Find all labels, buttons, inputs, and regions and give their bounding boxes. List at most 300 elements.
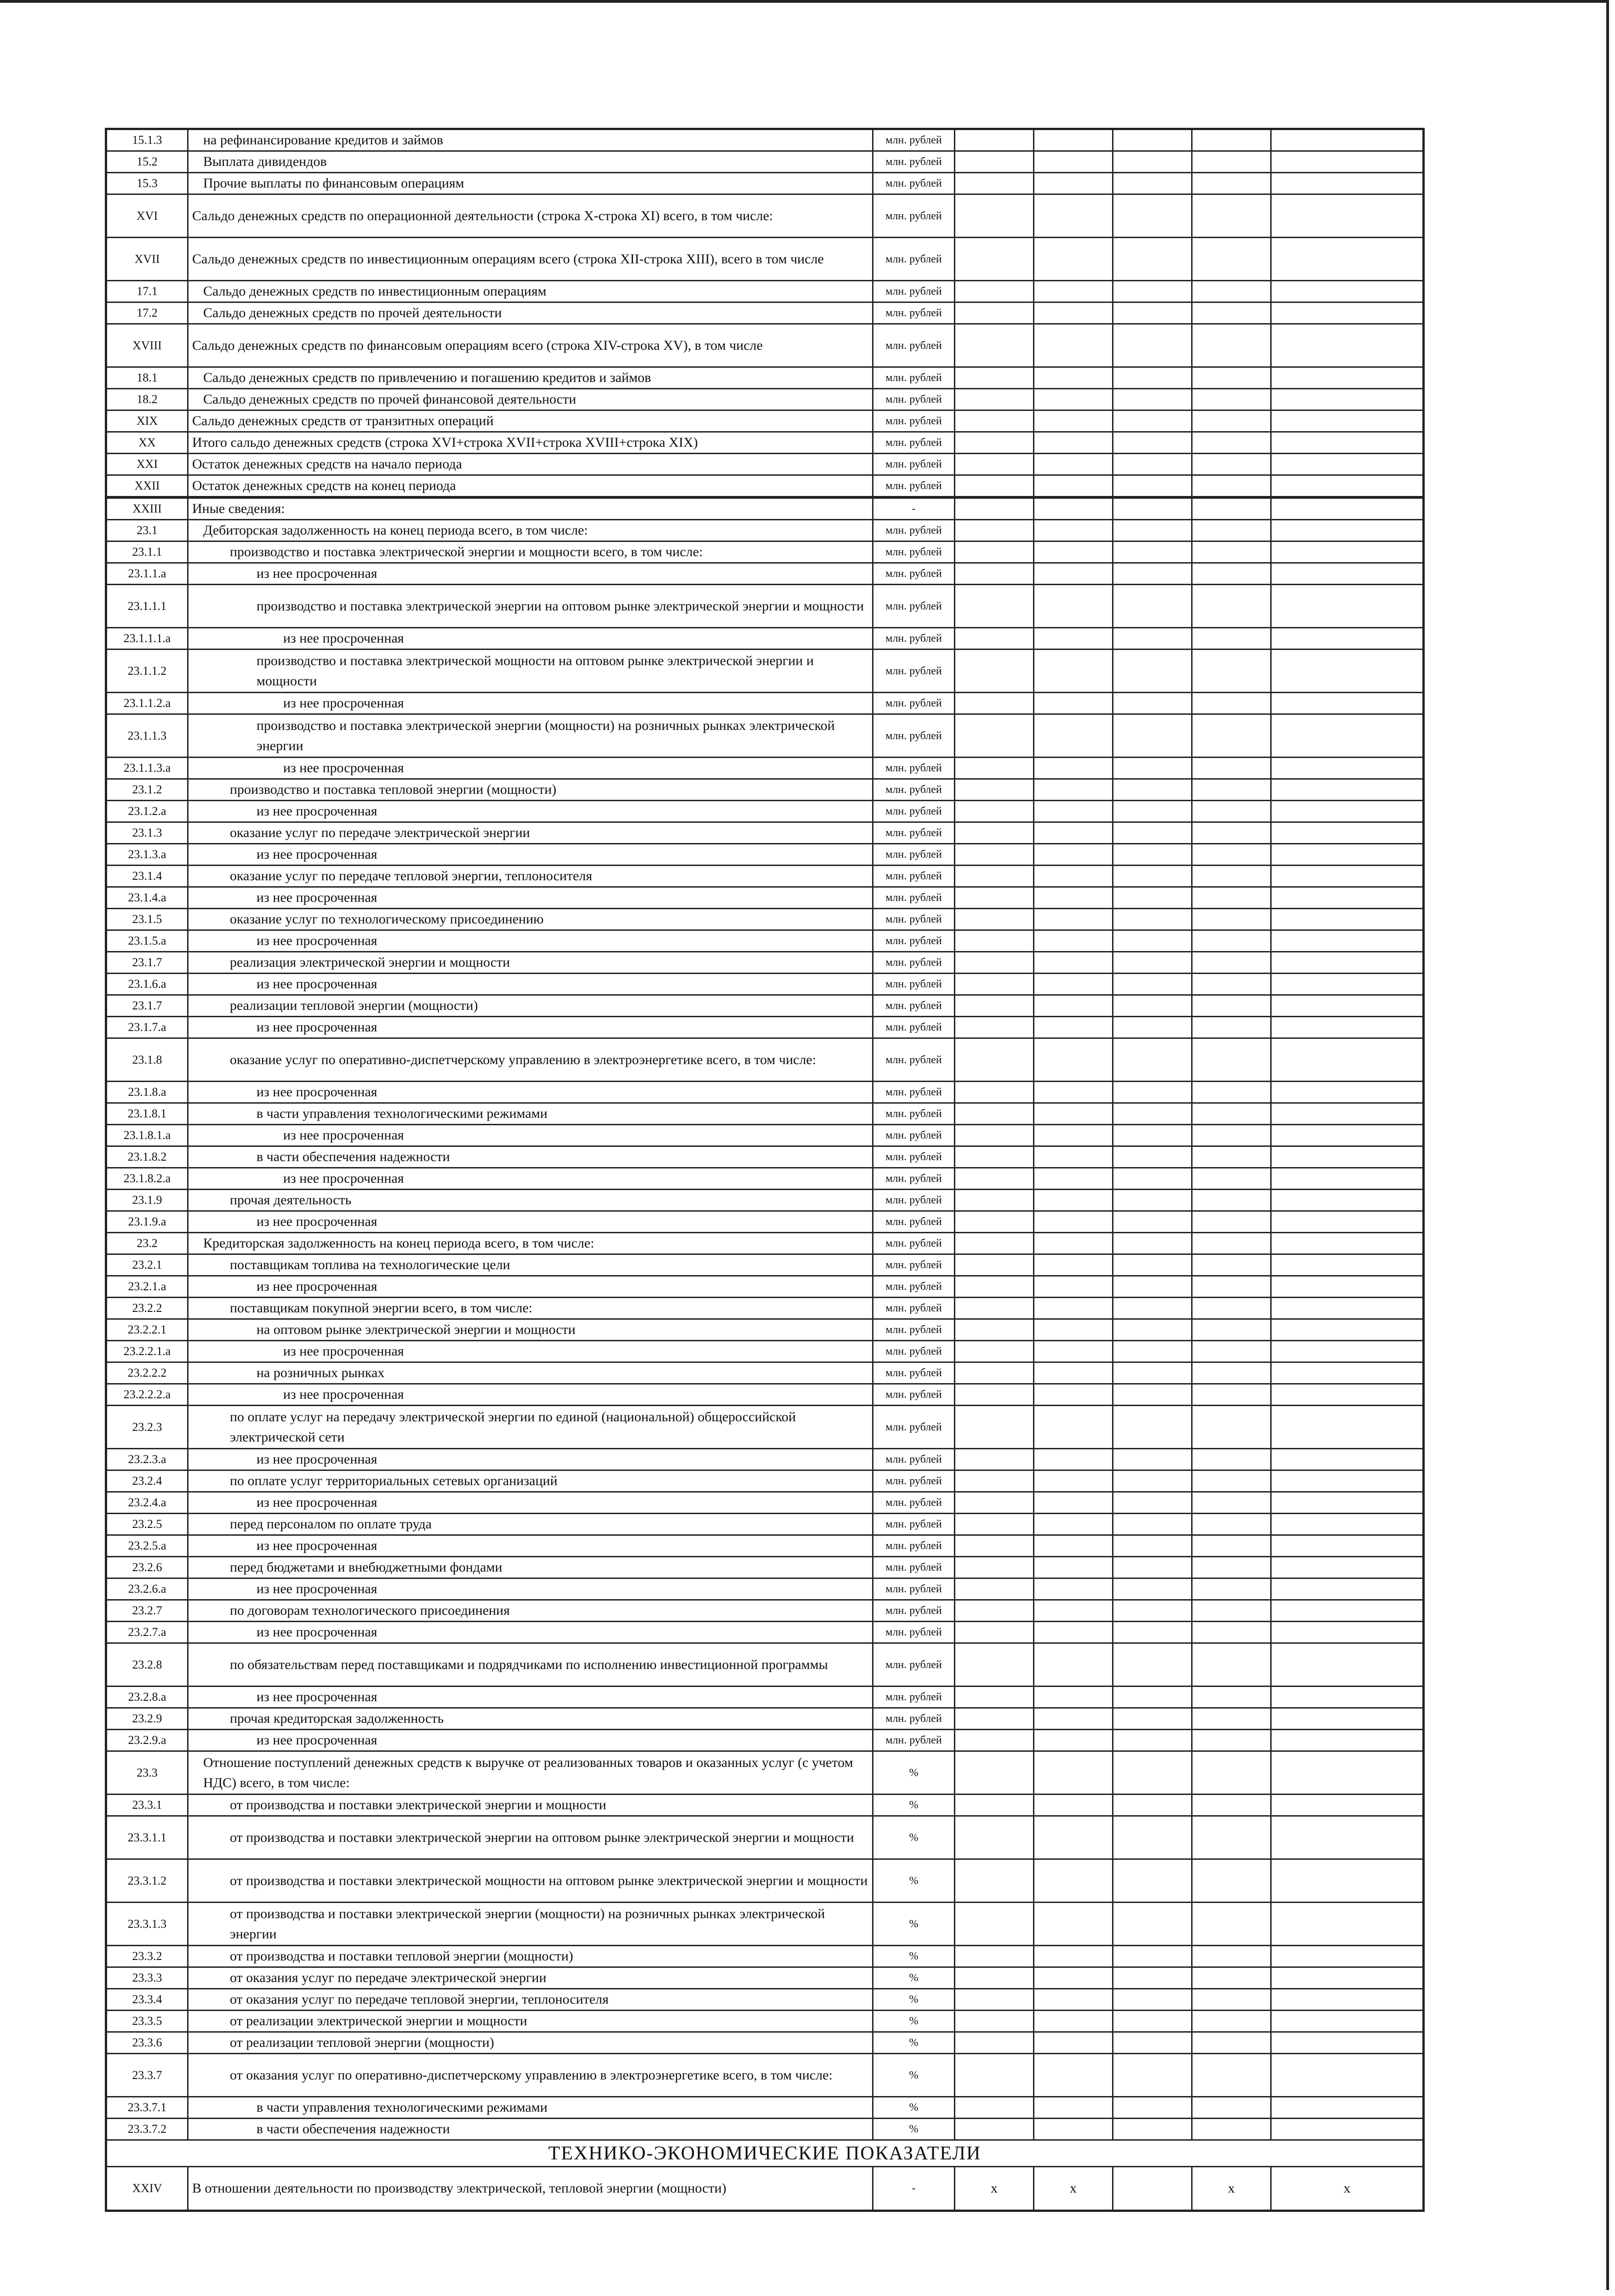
value-cell (1192, 1362, 1271, 1384)
value-cell (1271, 693, 1424, 714)
value-cell (1192, 410, 1271, 432)
table-row (106, 1622, 1424, 1643)
value-cell (1271, 1276, 1424, 1298)
value-cell (955, 1989, 1034, 2011)
row-label: в части управления технологическими режимами (188, 2097, 873, 2119)
value-cell (1113, 995, 1192, 1017)
value-cell (1271, 758, 1424, 779)
value-cell: x (1034, 2167, 1113, 2211)
value-cell (955, 1816, 1034, 1859)
value-cell (1034, 1686, 1113, 1708)
value-cell (1271, 432, 1424, 454)
table-row (106, 281, 1424, 302)
value-cell (955, 1017, 1034, 1038)
value-cell (1034, 432, 1113, 454)
row-code: 23.1.8.1 (106, 1103, 188, 1125)
value-cell (1271, 389, 1424, 410)
table-row (106, 2011, 1424, 2032)
row-label: перед бюджетами и внебюджетными фондами (188, 1557, 873, 1578)
table-row (106, 1362, 1424, 1384)
table-row (106, 1384, 1424, 1406)
row-unit: % (873, 2032, 955, 2054)
value-cell (1034, 1038, 1113, 1082)
row-unit: млн. рублей (873, 714, 955, 758)
value-cell (1034, 173, 1113, 194)
row-code: 23.2.5 (106, 1514, 188, 1535)
value-cell (1271, 1578, 1424, 1600)
value-cell (1271, 844, 1424, 866)
value-cell (955, 1038, 1034, 1082)
value-cell (1271, 1903, 1424, 1946)
value-cell (1271, 628, 1424, 649)
table-row (106, 1600, 1424, 1622)
row-label: по оплате услуг на передачу электрической энергии по единой (национальной) общероссийской электрической сети (188, 1406, 873, 1449)
value-cell (1113, 1017, 1192, 1038)
row-code: 23.2.2.2 (106, 1362, 188, 1384)
row-code: 23.3.1 (106, 1795, 188, 1816)
value-cell (1034, 475, 1113, 498)
value-cell (1192, 628, 1271, 649)
table-row (106, 952, 1424, 974)
value-cell (955, 628, 1034, 649)
value-cell (1113, 1967, 1192, 1989)
row-label: от реализации тепловой энергии (мощности) (188, 2032, 873, 2054)
table-row (106, 194, 1424, 238)
value-cell (1271, 866, 1424, 887)
value-cell (1034, 887, 1113, 909)
table-row (106, 1816, 1424, 1859)
row-label: в части обеспечения надежности (188, 1146, 873, 1168)
row-code: XX (106, 432, 188, 454)
value-cell (1034, 1233, 1113, 1254)
value-cell (1271, 1557, 1424, 1578)
value-cell (955, 129, 1034, 151)
table-row (106, 1298, 1424, 1319)
value-cell (1192, 2011, 1271, 2032)
value-cell (955, 1190, 1034, 1211)
row-unit: млн. рублей (873, 1103, 955, 1125)
value-cell (1113, 129, 1192, 151)
value-cell (1034, 693, 1113, 714)
row-code: 23.3.6 (106, 2032, 188, 2054)
value-cell (1034, 822, 1113, 844)
row-code: 23.1.7 (106, 995, 188, 1017)
value-cell (1113, 844, 1192, 866)
value-cell (1034, 1622, 1113, 1643)
value-cell (1271, 1470, 1424, 1492)
value-cell (1113, 194, 1192, 238)
value-cell (1192, 2054, 1271, 2097)
value-cell (1113, 1190, 1192, 1211)
value-cell (1034, 324, 1113, 367)
value-cell (1113, 628, 1192, 649)
table-row (106, 1514, 1424, 1535)
value-cell (1271, 1622, 1424, 1643)
row-label: из нее просроченная (188, 801, 873, 822)
value-cell (955, 1578, 1034, 1600)
table-row (106, 1017, 1424, 1038)
table-row (106, 649, 1424, 693)
row-unit: млн. рублей (873, 801, 955, 822)
value-cell (1113, 1643, 1192, 1686)
value-cell (1113, 1686, 1192, 1708)
row-label: реализация электрической энергии и мощности (188, 952, 873, 974)
row-unit: млн. рублей (873, 410, 955, 432)
table-row (106, 1751, 1424, 1795)
value-cell (1034, 281, 1113, 302)
value-cell (1034, 1406, 1113, 1449)
value-cell (1192, 1708, 1271, 1730)
value-cell (1192, 1470, 1271, 1492)
table-row (106, 324, 1424, 367)
value-cell (1113, 693, 1192, 714)
row-unit: млн. рублей (873, 541, 955, 563)
table-row (106, 497, 1424, 520)
value-cell (1271, 1341, 1424, 1362)
row-code: 23.2.1 (106, 1254, 188, 1276)
value-cell (1271, 1017, 1424, 1038)
value-cell (1271, 367, 1424, 389)
value-cell (955, 475, 1034, 498)
value-cell (1113, 173, 1192, 194)
row-code: 18.1 (106, 367, 188, 389)
value-cell (1271, 1449, 1424, 1470)
financial-indicators-table (105, 128, 1425, 2212)
value-cell (955, 1557, 1034, 1578)
value-cell (1034, 844, 1113, 866)
value-cell (1271, 1211, 1424, 1233)
row-unit: млн. рублей (873, 1535, 955, 1557)
table-row (106, 1038, 1424, 1082)
row-code: XXII (106, 475, 188, 498)
table-row (106, 1168, 1424, 1190)
value-cell (1113, 1708, 1192, 1730)
value-cell (1113, 758, 1192, 779)
value-cell (1271, 801, 1424, 822)
row-code: 23.1.1 (106, 541, 188, 563)
value-cell (1113, 2097, 1192, 2119)
value-cell (1034, 238, 1113, 281)
value-cell (1034, 2032, 1113, 2054)
row-code: 23.2.6 (106, 1557, 188, 1578)
row-label: из нее просроченная (188, 1730, 873, 1751)
value-cell (1271, 129, 1424, 151)
value-cell (1034, 866, 1113, 887)
table-row (106, 714, 1424, 758)
value-cell (955, 151, 1034, 173)
row-code: 23.1.4 (106, 866, 188, 887)
row-unit: млн. рублей (873, 1514, 955, 1535)
value-cell (1113, 1730, 1192, 1751)
row-label: производство и поставка электрической энергии (мощности) на розничных рынках электрической энергии (188, 714, 873, 758)
row-code: XXIV (106, 2167, 188, 2211)
value-cell (1192, 2097, 1271, 2119)
value-cell (1271, 930, 1424, 952)
value-cell (1192, 1384, 1271, 1406)
row-label: поставщикам топлива на технологические цели (188, 1254, 873, 1276)
value-cell (1271, 302, 1424, 324)
row-code: 23.1.8.2.a (106, 1168, 188, 1190)
row-unit: млн. рублей (873, 1708, 955, 1730)
value-cell (1034, 779, 1113, 801)
value-cell (955, 1125, 1034, 1146)
value-cell (1192, 952, 1271, 974)
value-cell (1034, 1816, 1113, 1859)
value-cell (1192, 1125, 1271, 1146)
value-cell (1271, 1038, 1424, 1082)
value-cell (1192, 302, 1271, 324)
row-unit: млн. рублей (873, 585, 955, 628)
table-row (106, 2097, 1424, 2119)
row-code: 23.2.3.a (106, 1449, 188, 1470)
value-cell (1192, 389, 1271, 410)
row-code: 23.1.1.2.a (106, 693, 188, 714)
value-cell (1192, 1795, 1271, 1816)
row-code: 23.2.4.a (106, 1492, 188, 1514)
table-row (106, 173, 1424, 194)
row-unit: млн. рублей (873, 693, 955, 714)
value-cell (1113, 1514, 1192, 1535)
row-code: 23.1.9.a (106, 1211, 188, 1233)
row-label: от производства и поставки электрической энергии (мощности) на розничных рынках электрической энергии (188, 1903, 873, 1946)
value-cell (1034, 1903, 1113, 1946)
value-cell (1113, 1362, 1192, 1384)
table-row (106, 628, 1424, 649)
value-cell (1271, 714, 1424, 758)
value-cell (1192, 1557, 1271, 1578)
value-cell (1192, 1211, 1271, 1233)
value-cell (1034, 410, 1113, 432)
row-label: производство и поставка электрической мощности на оптовом рынке электрической энергии и мощности (188, 649, 873, 693)
value-cell (1113, 1470, 1192, 1492)
table-row (106, 866, 1424, 887)
value-cell (1271, 1816, 1424, 1859)
table-row (106, 541, 1424, 563)
value-cell (1271, 1384, 1424, 1406)
row-label: от реализации электрической энергии и мощности (188, 2011, 873, 2032)
value-cell (1034, 1103, 1113, 1125)
value-cell (955, 822, 1034, 844)
row-unit: - (873, 2167, 955, 2211)
value-cell (955, 410, 1034, 432)
value-cell (955, 1751, 1034, 1795)
table-row (106, 1082, 1424, 1103)
value-cell (1192, 281, 1271, 302)
row-unit: млн. рублей (873, 779, 955, 801)
value-cell (1271, 1406, 1424, 1449)
row-unit: млн. рублей (873, 1492, 955, 1514)
value-cell (1113, 2011, 1192, 2032)
value-cell (955, 1211, 1034, 1233)
row-label: из нее просроченная (188, 844, 873, 866)
row-label: от оказания услуг по передаче электрической энергии (188, 1967, 873, 1989)
row-unit: млн. рублей (873, 844, 955, 866)
row-code: 23.1.3.a (106, 844, 188, 866)
value-cell (1271, 1514, 1424, 1535)
row-unit: млн. рублей (873, 1017, 955, 1038)
row-label: из нее просроченная (188, 887, 873, 909)
row-unit: млн. рублей (873, 1276, 955, 1298)
row-code: 23.3.1.3 (106, 1903, 188, 1946)
value-cell (955, 844, 1034, 866)
row-unit: млн. рублей (873, 1254, 955, 1276)
value-cell (1271, 541, 1424, 563)
row-unit: % (873, 1946, 955, 1967)
value-cell (1113, 1341, 1192, 1362)
row-label: производство и поставка электрической энергии на оптовом рынке электрической энергии и мощности (188, 585, 873, 628)
row-unit: млн. рублей (873, 628, 955, 649)
value-cell (1113, 432, 1192, 454)
value-cell (1113, 324, 1192, 367)
value-cell (1113, 1103, 1192, 1125)
row-unit: % (873, 1859, 955, 1903)
row-label: Сальдо денежных средств от транзитных операций (188, 410, 873, 432)
table-row (106, 1535, 1424, 1557)
value-cell (955, 432, 1034, 454)
row-label: Сальдо денежных средств по операционной деятельности (строка X-строка XI) всего, в том числе: (188, 194, 873, 238)
value-cell (1192, 1989, 1271, 2011)
row-label: из нее просроченная (188, 628, 873, 649)
value-cell (955, 1795, 1034, 1816)
row-label: из нее просроченная (188, 1125, 873, 1146)
table-row (106, 1211, 1424, 1233)
value-cell (1192, 2119, 1271, 2140)
row-unit: % (873, 2097, 955, 2119)
row-code: 23.1.1.1.a (106, 628, 188, 649)
row-label: поставщикам покупной энергии всего, в том числе: (188, 1298, 873, 1319)
row-unit: млн. рублей (873, 1686, 955, 1708)
table-row (106, 585, 1424, 628)
value-cell (1192, 1578, 1271, 1600)
value-cell (1113, 1406, 1192, 1449)
row-label: Сальдо денежных средств по инвестиционным операциям всего (строка XII-строка XIII), всего в том числе (188, 238, 873, 281)
table-row (106, 475, 1424, 498)
value-cell (1034, 758, 1113, 779)
value-cell (1271, 952, 1424, 974)
value-cell (1192, 1600, 1271, 1622)
value-cell (1192, 2032, 1271, 2054)
row-unit: млн. рублей (873, 173, 955, 194)
table-row (106, 520, 1424, 541)
row-unit: млн. рублей (873, 475, 955, 498)
value-cell (1192, 238, 1271, 281)
value-cell: x (1192, 2167, 1271, 2211)
row-unit: млн. рублей (873, 758, 955, 779)
value-cell (1271, 1946, 1424, 1967)
value-cell (1113, 1622, 1192, 1643)
row-unit: млн. рублей (873, 1406, 955, 1449)
row-unit: % (873, 1967, 955, 1989)
row-code: 23.2.7 (106, 1600, 188, 1622)
value-cell (1271, 2119, 1424, 2140)
value-cell (1034, 585, 1113, 628)
value-cell (1271, 1643, 1424, 1686)
value-cell (955, 1514, 1034, 1535)
row-code: 23.1.8 (106, 1038, 188, 1082)
value-cell (1034, 1168, 1113, 1190)
value-cell (955, 1643, 1034, 1686)
row-unit: млн. рублей (873, 520, 955, 541)
value-cell (1192, 1514, 1271, 1535)
value-cell (1271, 1103, 1424, 1125)
table-row (106, 1903, 1424, 1946)
value-cell (1271, 1492, 1424, 1514)
value-cell: x (1271, 2167, 1424, 2211)
row-unit: % (873, 2119, 955, 2140)
row-code: 23.2.1.a (106, 1276, 188, 1298)
value-cell (1271, 173, 1424, 194)
row-code: 23.1.5 (106, 909, 188, 930)
value-cell (1034, 1082, 1113, 1103)
value-cell (1192, 693, 1271, 714)
value-cell (1192, 497, 1271, 520)
row-code: 23.1.8.a (106, 1082, 188, 1103)
value-cell (1034, 302, 1113, 324)
table-row (106, 1233, 1424, 1254)
row-code: 23.2.2.1.a (106, 1341, 188, 1362)
table-row (106, 1557, 1424, 1578)
value-cell (1192, 1103, 1271, 1125)
row-unit: - (873, 497, 955, 520)
row-label: оказание услуг по технологическому присоединению (188, 909, 873, 930)
row-label: от производства и поставки электрической энергии и мощности (188, 1795, 873, 1816)
row-label: прочая кредиторская задолженность (188, 1708, 873, 1730)
row-code: 23.2.4 (106, 1470, 188, 1492)
value-cell (955, 887, 1034, 909)
table-row (106, 930, 1424, 952)
value-cell (1034, 1730, 1113, 1751)
row-label: из нее просроченная (188, 1168, 873, 1190)
value-cell (1113, 1082, 1192, 1103)
row-code: XVII (106, 238, 188, 281)
value-cell (1034, 1362, 1113, 1384)
row-unit: % (873, 2011, 955, 2032)
table-row (106, 779, 1424, 801)
value-cell (1034, 1190, 1113, 1211)
value-cell (1192, 887, 1271, 909)
value-cell (1113, 1751, 1192, 1795)
row-label: Сальдо денежных средств по прочей финансовой деятельности (188, 389, 873, 410)
value-cell (1271, 1125, 1424, 1146)
value-cell (1192, 801, 1271, 822)
row-code: 23.1.8.1.a (106, 1125, 188, 1146)
value-cell (1271, 1319, 1424, 1341)
value-cell (1271, 410, 1424, 432)
row-unit: млн. рублей (873, 454, 955, 475)
table-row (106, 758, 1424, 779)
value-cell (1113, 1946, 1192, 1967)
value-cell (955, 1903, 1034, 1946)
row-code: 23.2.9 (106, 1708, 188, 1730)
value-cell (1034, 995, 1113, 1017)
value-cell (1034, 1967, 1113, 1989)
value-cell (955, 1449, 1034, 1470)
value-cell (1192, 1859, 1271, 1903)
row-label: Итого сальдо денежных средств (строка XVI+строка XVII+строка XVIII+строка XIX) (188, 432, 873, 454)
value-cell (955, 1254, 1034, 1276)
value-cell (1192, 1233, 1271, 1254)
table-row (106, 1146, 1424, 1168)
value-cell (1192, 1276, 1271, 1298)
value-cell (1034, 801, 1113, 822)
row-unit: млн. рублей (873, 1038, 955, 1082)
value-cell (955, 1103, 1034, 1125)
table-row (106, 995, 1424, 1017)
value-cell (1113, 909, 1192, 930)
row-code: 23.3.3 (106, 1967, 188, 1989)
value-cell (1271, 1233, 1424, 1254)
value-cell (1113, 866, 1192, 887)
